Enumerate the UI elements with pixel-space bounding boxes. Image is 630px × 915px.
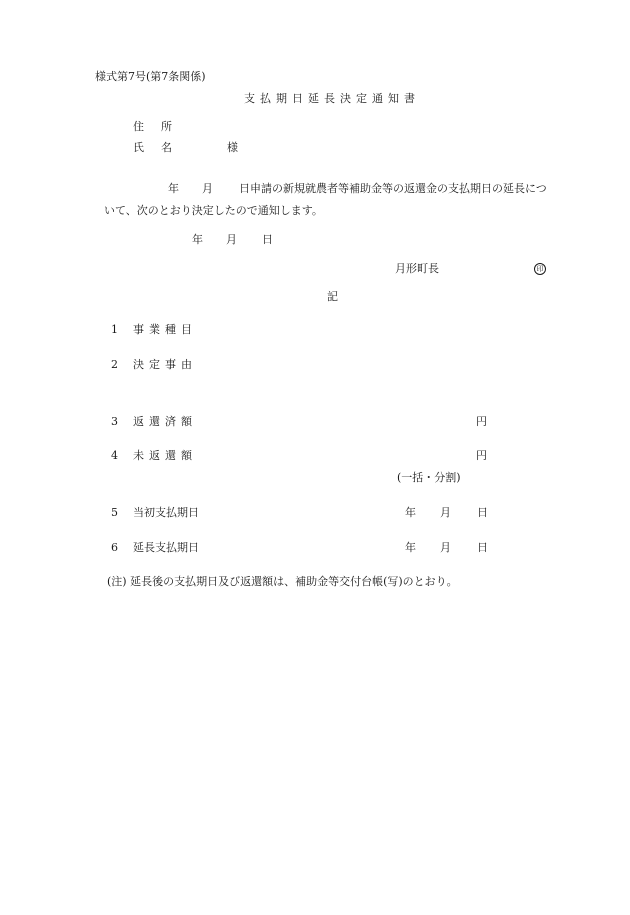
body-year-label: 年 bbox=[168, 182, 179, 195]
date-day-label: 日 bbox=[262, 233, 273, 246]
item-4-payment-note: (一括・分割) bbox=[397, 471, 461, 484]
item-4-number: 4 bbox=[111, 449, 118, 462]
body-text-line-1: 日申請の新規就農者等補助金等の返還金の支払期日の延長につ bbox=[239, 182, 547, 195]
document-title: 支払期日延長決定通知書 bbox=[244, 92, 420, 105]
item-4-label: 未返還額 bbox=[133, 449, 197, 462]
seal-mark: 印 bbox=[534, 263, 546, 275]
item-5-month-label: 月 bbox=[440, 506, 451, 519]
item-6-month-label: 月 bbox=[440, 541, 451, 554]
item-1-label: 事業種目 bbox=[133, 323, 197, 336]
item-1-number: 1 bbox=[111, 323, 118, 336]
item-6-number: 6 bbox=[111, 541, 118, 554]
item-5-number: 5 bbox=[111, 506, 118, 519]
item-6-year-label: 年 bbox=[405, 541, 416, 554]
item-2-label: 決定事由 bbox=[133, 358, 197, 371]
body-text-line-2: いて、次のとおり決定したので通知します。 bbox=[104, 204, 323, 217]
item-5-year-label: 年 bbox=[405, 506, 416, 519]
item-6-label: 延長支払期日 bbox=[133, 541, 199, 554]
body-month-label: 月 bbox=[202, 182, 213, 195]
date-month-label: 月 bbox=[226, 233, 237, 246]
item-6-day-label: 日 bbox=[477, 541, 488, 554]
issuer-name: 月形町長 bbox=[395, 262, 439, 275]
footnote: (注) 延長後の支払期日及び返還額は、補助金等交付台帳(写)のとおり。 bbox=[107, 575, 458, 588]
item-4-unit: 円 bbox=[476, 449, 487, 462]
ki-heading: 記 bbox=[327, 290, 338, 303]
item-3-unit: 円 bbox=[476, 415, 487, 428]
item-3-label: 返還済額 bbox=[133, 415, 197, 428]
name-honorific: 様 bbox=[227, 141, 238, 154]
item-5-label: 当初支払期日 bbox=[133, 506, 199, 519]
date-year-label: 年 bbox=[192, 233, 203, 246]
item-3-number: 3 bbox=[111, 415, 118, 428]
item-5-day-label: 日 bbox=[477, 506, 488, 519]
item-2-number: 2 bbox=[111, 358, 118, 371]
address-label: 住 所 bbox=[133, 120, 175, 133]
form-number-label: 様式第7号(第7条関係) bbox=[95, 70, 206, 83]
name-label: 氏 名 bbox=[133, 141, 175, 154]
